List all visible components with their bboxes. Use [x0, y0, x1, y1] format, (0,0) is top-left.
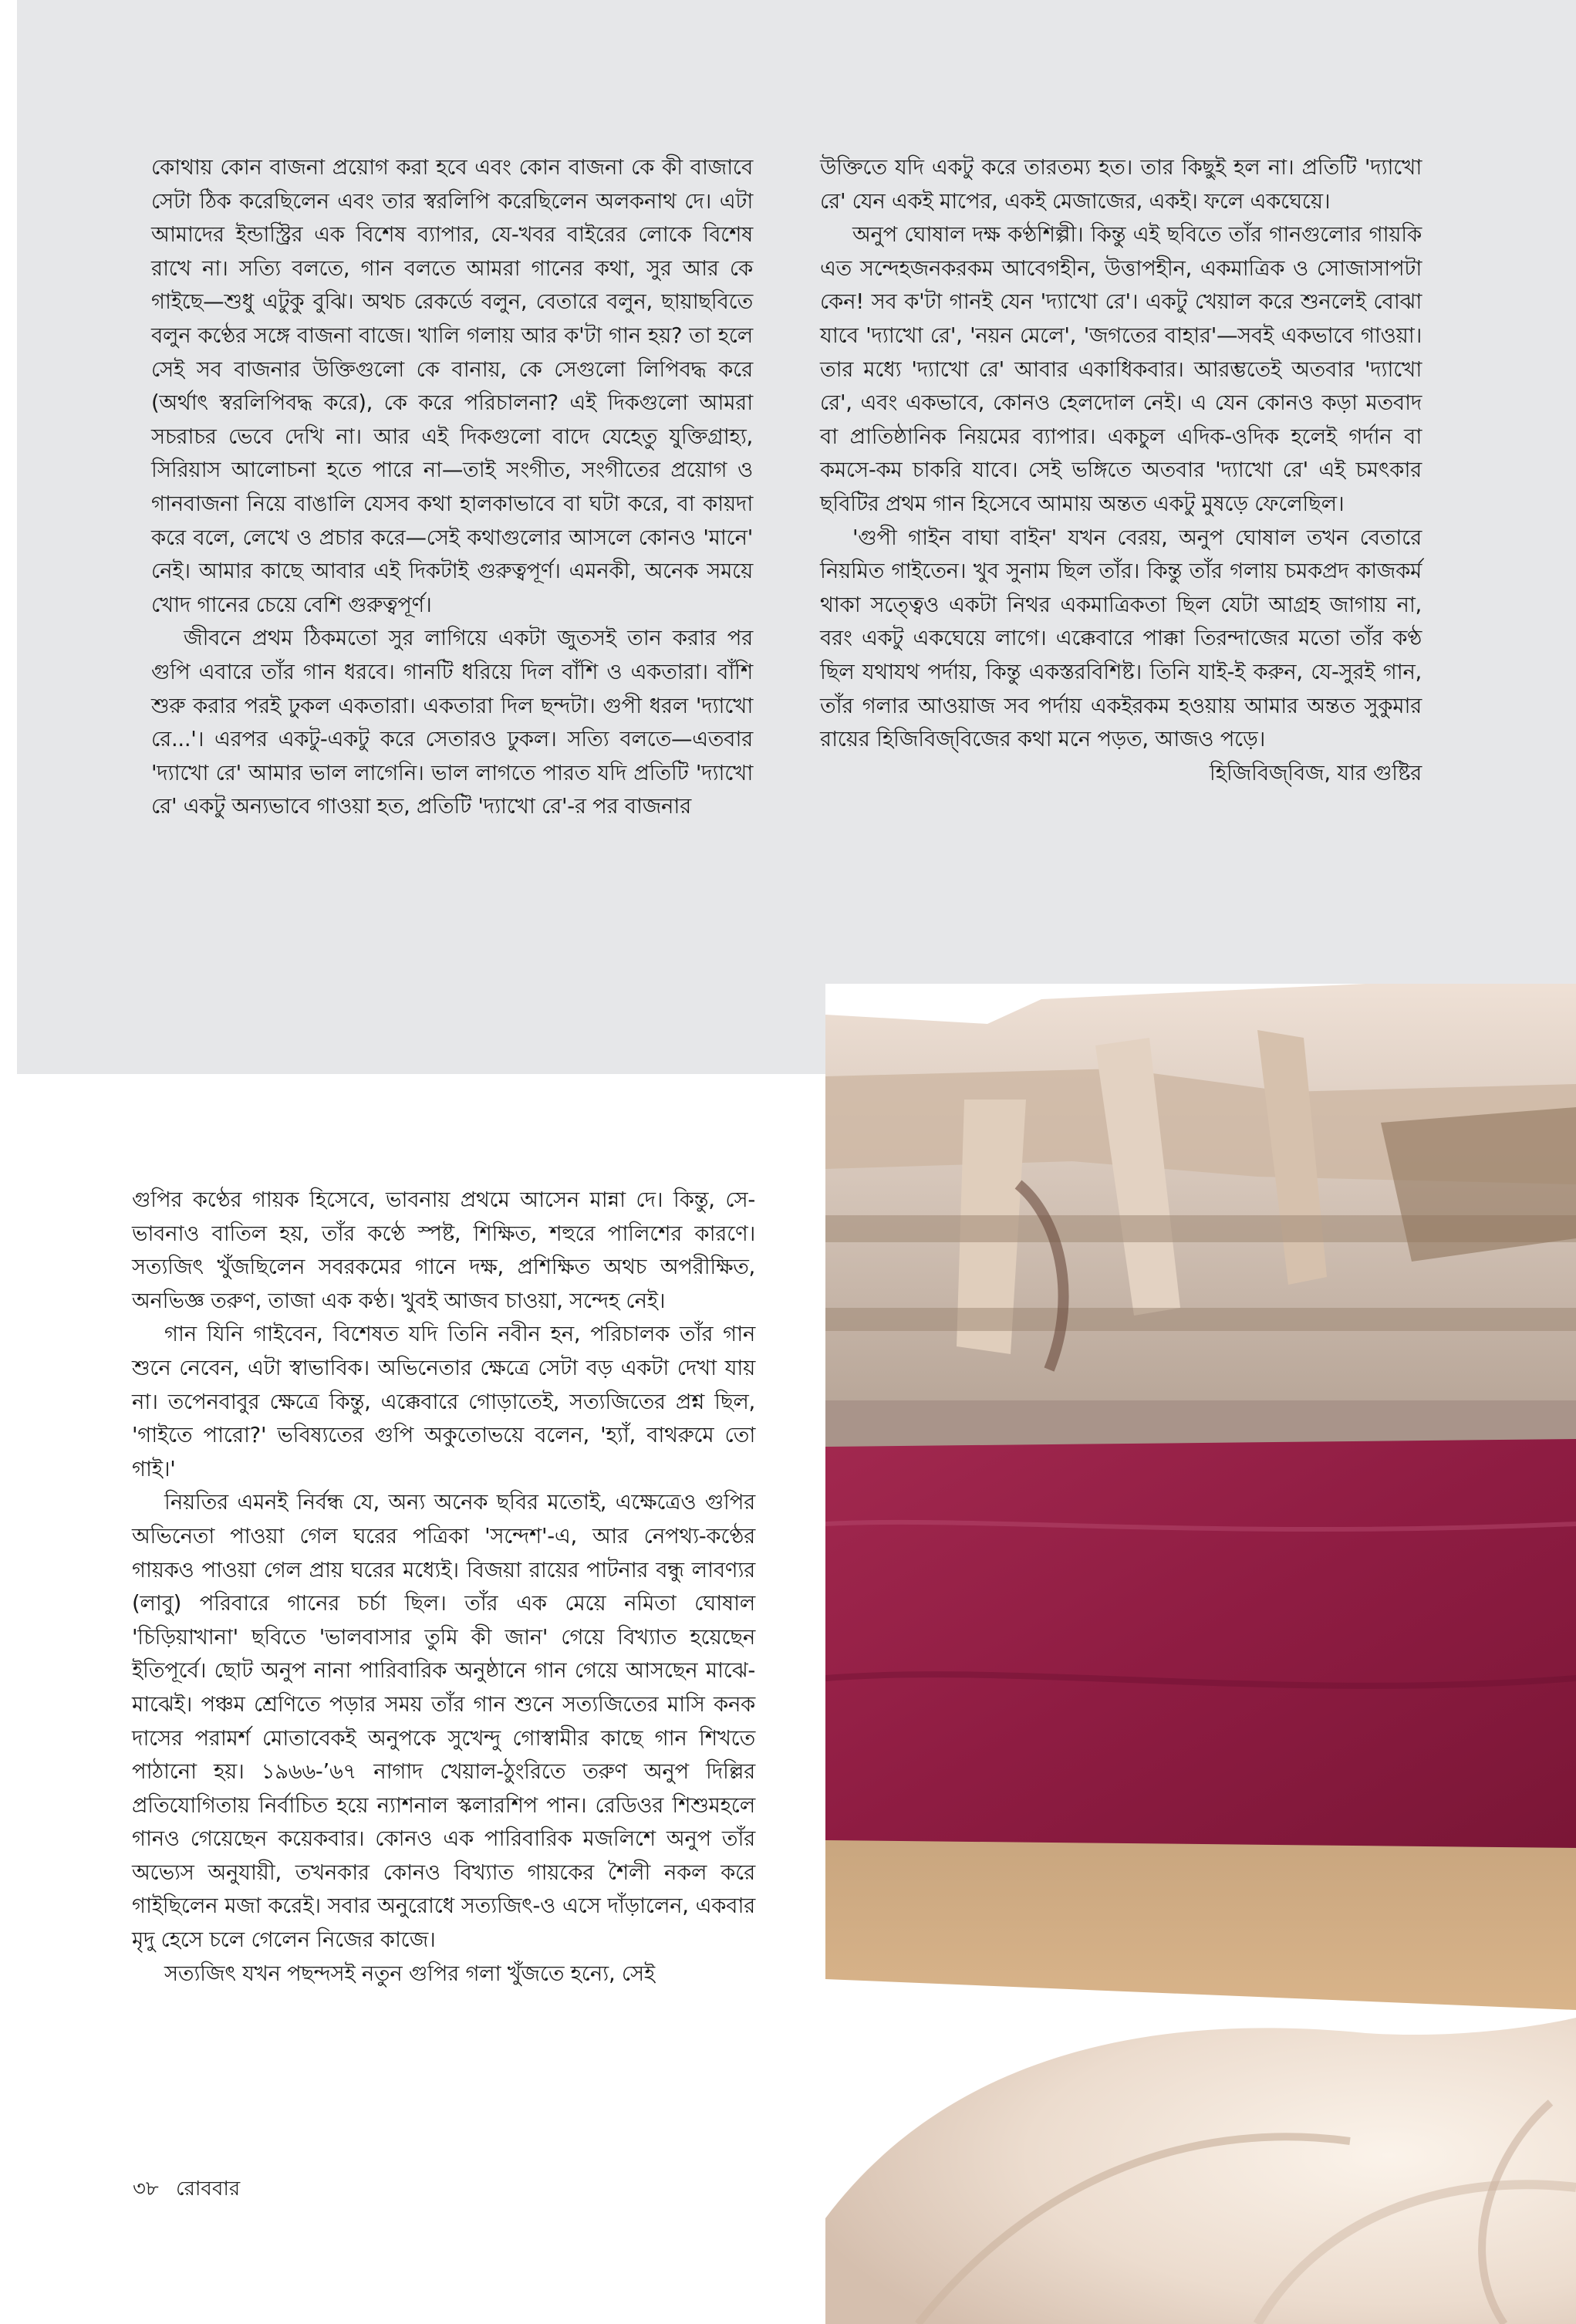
article-paragraph: অনুপ ঘোষাল দক্ষ কণ্ঠশিল্পী। কিন্তু এই ছবিতে তাঁর গানগুলোর গায়কি এত সন্দেহজনকরকম আবেগহীন, উত্তাপহীন, একমাত্রিক ও সোজাসাপটা কেন! সব ক'টা গানই যেন 'দ্যাখো রে'। একটু খেয়াল করে শুনলেই বোঝা যাবে 'দ্যাখো রে', 'নয়ন মেলে', 'জগতের বাহার'—সবই একভাবে গাওয়া। তার মধ্যে 'দ্যাখো রে' আবার একাধিকবার। আরম্ভতেই অতবার 'দ্যাখো রে', এবং একভাবে, কোনও হেলদোল নেই। এ যেন কোনও কড়া মতবাদ বা প্রাতিষ্ঠানিক নিয়মের ব্যাপার। একচুল এদিক-ওদিক হলেই গর্দান বা কমসে-কম চাকরি যাবে। সেই ভঙ্গিতে অতবার 'দ্যাখো রে' এই চমৎকার ছবিটির প্রথম গান হিসেবে আমায় অন্তত একটু মুষড়ে ফেলেছিল।	[820, 222, 1422, 516]
article-paragraph: গান যিনি গাইবেন, বিশেষত যদি তিনি নবীন হন, পরিচালক তাঁর গান শুনে নেবেন, এটা স্বাভাবিক। অভিনেতার ক্ষেত্রে সেটা বড় একটা দেখা যায় না। তপেনবাবুর ক্ষেত্রে কিন্তু, এক্কেবারে গোড়াতেই, সত্যজিতের প্রশ্ন ছিল, 'গাইতে পারো?' ভবিষ্যতের গুপি অকুতোভয়ে বলেন, 'হ্যাঁ, বাথরুমে তো গাই।'	[132, 1322, 755, 1481]
article-paragraph: 'গুপী গাইন বাঘা বাইন' যখন বেরয়, অনুপ ঘোষাল তখন বেতারে নিয়মিত গাইতেন। খুব সুনাম ছিল তাঁর। কিন্তু তাঁর গলায় চমকপ্রদ কাজকর্ম থাকা সত্ত্বেও একটা নিথর একমাত্রিকতা ছিল যেটা আগ্রহ জাগায় না, বরং একটু একঘেয়ে লাগে। এক্কেবারে পাক্কা তিরন্দাজের মতো তাঁর কণ্ঠ ছিল যথাযথ পর্দায়, কিন্তু একস্তরবিশিষ্ট। তিনি যাই-ই করুন, যে-সুরই গান, তাঁর গলার আওয়াজ সব পর্দায় একইরকম হওয়ায় আমার অন্তত সুকুমার রায়ের হিজিবিজ্‌বিজের কথা মনে পড়ত, আজও পড়ে।	[820, 525, 1422, 752]
page-footer	[133, 2177, 251, 2201]
article-paragraph: সত্যজিৎ যখন পছন্দসই নতুন গুপির গলা খুঁজতে হন্যে, সেই	[164, 1961, 655, 1986]
page-number: ৩৮	[133, 2177, 159, 2201]
article-column-top-left	[151, 151, 753, 824]
article-paragraph: উক্তিতে যদি একটু করে তারতম্য হত। তার কিছুই হল না। প্রতিটি 'দ্যাখো রে' যেন একই মাপের, একই মেজাজের, একই। ফলে একঘেয়ে।	[820, 155, 1422, 214]
article-paragraph: কোথায় কোন বাজনা প্রয়োগ করা হবে এবং কোন বাজনা কে কী বাজাবে সেটা ঠিক করেছিলেন এবং তার স্বরলিপি করেছিলেন অলকনাথ দে। এটা আমাদের ইন্ডাস্ট্রির এক বিশেষ ব্যাপার, যে-খবর বাইরের লোকে বিশেষ রাখে না। সত্যি বলতে, গান বলতে আমরা গানের কথা, সুর আর কে গাইছে—শুধু এটুকু বুঝি। অথচ রেকর্ডে বলুন, বেতারে বলুন, ছায়াছবিতে বলুন কণ্ঠের সঙ্গে বাজনা বাজে। খালি গলায় আর ক'টা গান হয়? তা হলে সেই সব বাজনার উক্তিগুলো কে বানায়, কে সেগুলো লিপিবদ্ধ করে (অর্থাৎ স্বরলিপিবদ্ধ করে), কে করে পরিচালনা? এই দিকগুলো আমরা সচরাচর ভেবে দেখি না। আর এই দিকগুলো বাদে যেহেতু যুক্তিগ্রাহ্য, সিরিয়াস আলোচনা হতে পারে না—তাই সংগীত, সংগীতের প্রয়োগ ও গানবাজনা নিয়ে বাঙালি যেসব কথা হালকাভাবে বা ঘটা করে, বা কায়দা করে বলে, লেখে ও প্রচার করে—সেই কথাগুলোর আসলে কোনও 'মানে' নেই। আমার কাছে আবার এই দিকটাই গুরুত্বপূর্ণ। এমনকী, অনেক সময়ে খোদ গানের চেয়ে বেশি গুরুত্বপূর্ণ।	[151, 155, 753, 617]
article-paragraph: গুপির কণ্ঠের গায়ক হিসেবে, ভাবনায় প্রথমে আসেন মান্না দে। কিন্তু, সে-ভাবনাও বাতিল হয়, তাঁর কণ্ঠে স্পষ্ট, শিক্ষিত, শহুরে পালিশের কারণে। সত্যজিৎ খুঁজছিলেন সবরকমের গানে দক্ষ, প্রশিক্ষিত অথচ অপরীক্ষিত, অনভিজ্ঞ তরুণ, তাজা এক কণ্ঠ। খুবই আজব চাওয়া, সন্দেহ নেই।	[132, 1187, 755, 1313]
article-paragraph: জীবনে প্রথম ঠিকমতো সুর লাগিয়ে একটা জুতসই তান করার পর গুপি এবারে তাঁর গান ধরবে। গানটি ধরিয়ে দিল বাঁশি ও একতারা। বাঁশি শুরু করার পরই ঢুকল একতারা। একতারা দিল ছন্দটা। গুপী ধরল 'দ্যাখো রে...'। এরপর একটু-একটু করে সেতারও ঢুকল। সত্যি বলতে—এতবার 'দ্যাখো রে' আমার ভাল লাগেনি। ভাল লাগতে পারত যদি প্রতিটি 'দ্যাখো রে' একটু অন্যভাবে গাওয়া হত, প্রতিটি 'দ্যাখো রে'-র পর বাজনার	[151, 626, 753, 819]
magazine-name: রোববার	[176, 2177, 241, 2201]
article-paragraph: নিয়তির এমনই নির্বন্ধ যে, অন্য অনেক ছবির মতোই, এক্ষেত্রেও গুপির অভিনেতা পাওয়া গেল ঘরের পত্রিকা 'সন্দেশ'-এ, আর নেপথ্য-কণ্ঠের গায়কও পাওয়া গেল প্রায় ঘরের মধ্যেই। বিজয়া রায়ের পাটনার বন্ধু লাবণ্যর (লাবু) পরিবারে গানের চর্চা ছিল। তাঁর এক মেয়ে নমিতা ঘোষাল 'চিড়িয়াখানা' ছবিতে 'ভালবাসার তুমি কী জান' গেয়ে বিখ্যাত হয়েছেন ইতিপূর্বে। ছোট অনুপ নানা পারিবারিক অনুষ্ঠানে গান গেয়ে আসছেন মাঝে-মাঝেই। পঞ্চম শ্রেণিতে পড়ার সময় তাঁর গান শুনে সত্যজিতের মাসি কনক দাসের পরামর্শ মোতাবেকই অনুপকে সুখেন্দু গোস্বামীর কাছে গান শিখতে পাঠানো হয়। ১৯৬৬-’৬৭ নাগাদ খেয়াল-ঠুংরিতে তরুণ অনুপ দিল্লির প্রতিযোগিতায় নির্বাচিত হয়ে ন্যাশনাল স্কলারশিপ পান। রেডিওর শিশুমহলে গানও গেয়েছেন কয়েকবার। কোনও এক পারিবারিক মজলিশে অনুপ তাঁর অভ্যেস অনুযায়ী, তখনকার কোনও বিখ্যাত গায়কের শৈলী নকল করে গাইছিলেন মজা করেই। সবার অনুরোধে সত্যজিৎ-ও এসে দাঁড়ালেন, একবার মৃদু হেসে চলে গেলেন নিজের কাজে।	[132, 1490, 755, 1953]
article-column-bottom-left	[132, 1184, 755, 1991]
column-continuation-line: হিজিবিজ্‌বিজ, যার গুষ্টির	[1209, 760, 1422, 785]
photo-books-and-cloth	[825, 984, 1576, 2324]
article-column-top-right	[820, 151, 1422, 790]
